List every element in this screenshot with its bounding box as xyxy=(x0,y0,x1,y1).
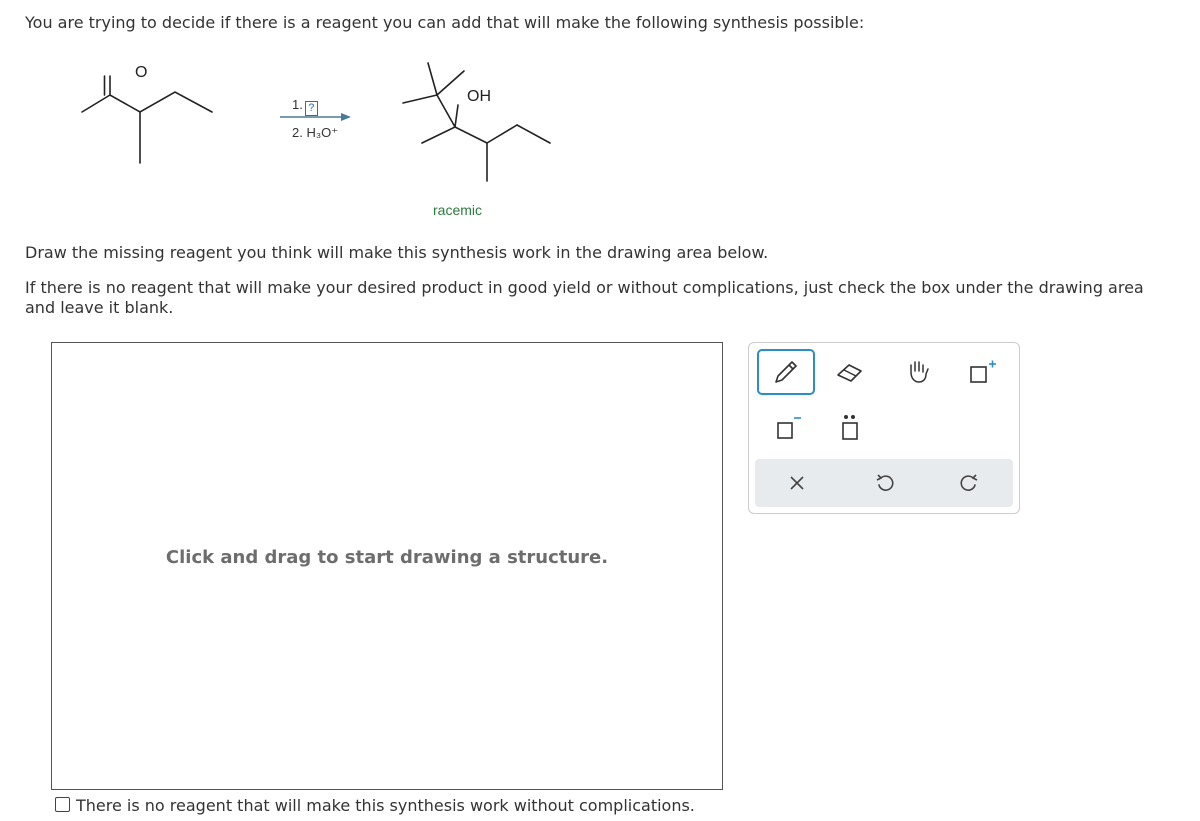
lone-pair-tool-button[interactable] xyxy=(821,405,879,451)
instruction-draw: Draw the missing reagent you think will make this synthesis work in the drawing area below. xyxy=(25,243,769,262)
instruction-no-reagent: If there is no reagent that will make your desired product in good yield or without complications, just check the box under the drawing area and leave it blank. xyxy=(25,278,1144,317)
undo-button[interactable] xyxy=(855,459,915,507)
pencil-tool-button[interactable] xyxy=(757,349,815,395)
no-reagent-checkbox[interactable] xyxy=(55,797,70,812)
lone-pair-square-icon xyxy=(835,412,865,444)
drawing-canvas[interactable] xyxy=(51,342,723,790)
reagent-step-1 xyxy=(292,97,318,116)
drawing-hint: Click and drag to start drawing a structure. xyxy=(165,547,609,568)
drawing-toolbar xyxy=(748,342,1020,514)
reactant-oxygen-label: O xyxy=(135,64,148,81)
product-hydroxyl-label: OH xyxy=(467,88,491,105)
reagent-step-2: 2. H₃O⁺ xyxy=(292,125,339,140)
no-reagent-option[interactable] xyxy=(55,797,695,821)
no-reagent-label: There is no reagent that will make this synthesis work without complications. xyxy=(76,796,695,815)
product-structure xyxy=(403,63,550,181)
clear-button[interactable] xyxy=(767,459,827,507)
add-square-icon xyxy=(965,357,999,387)
question-prompt: You are trying to decide if there is a reagent you can add that will make the following synthesis possible: xyxy=(25,13,865,32)
redo-icon xyxy=(958,472,980,494)
pencil-icon xyxy=(771,357,801,387)
unknown-reagent-box: ? xyxy=(305,101,318,116)
add-structure-tool-button[interactable] xyxy=(953,349,1011,395)
eraser-tool-button[interactable] xyxy=(821,349,879,395)
hand-icon xyxy=(903,357,933,387)
action-bar xyxy=(755,459,1013,507)
minus-charge-square-icon xyxy=(770,413,802,443)
undo-icon xyxy=(874,472,896,494)
redo-button[interactable] xyxy=(939,459,999,507)
step-1-number: 1. xyxy=(292,97,303,112)
eraser-icon xyxy=(834,357,866,387)
charge-tool-button[interactable] xyxy=(757,405,815,451)
reaction-scheme xyxy=(60,55,580,230)
reactant-structure xyxy=(82,76,212,163)
hand-tool-button[interactable] xyxy=(889,349,947,395)
racemic-label: racemic xyxy=(433,202,483,218)
close-icon xyxy=(787,473,807,493)
